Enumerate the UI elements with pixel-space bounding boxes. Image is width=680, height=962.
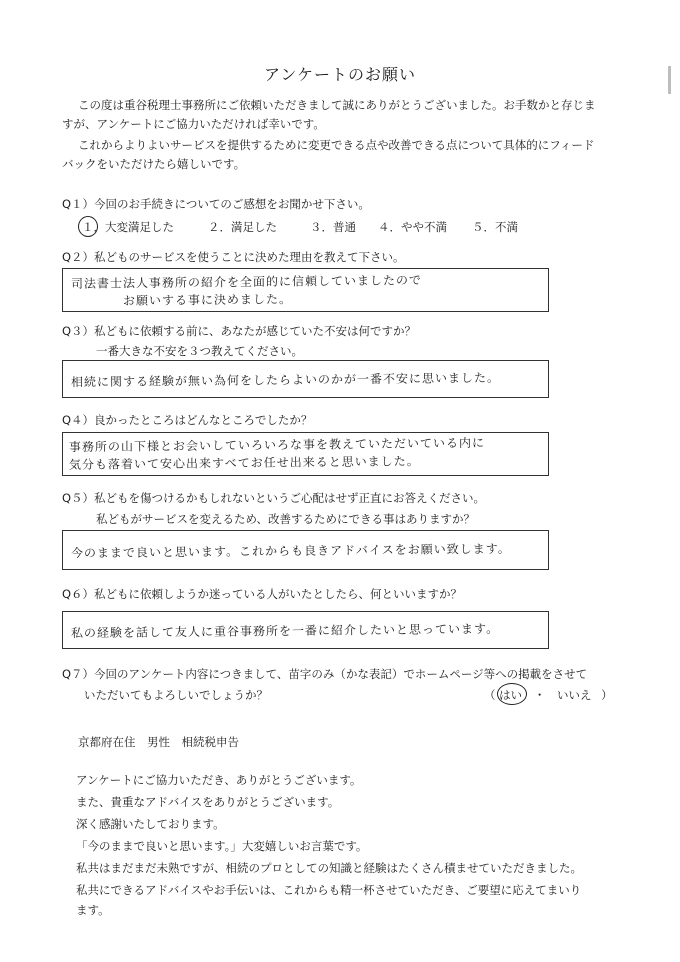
page-title: アンケートのお願い bbox=[263, 65, 417, 84]
reply-line: 深く感謝いたしております。 bbox=[76, 817, 225, 831]
selection-circle-icon bbox=[78, 216, 98, 237]
q1-option-selected[interactable]: １．大変満足した bbox=[82, 219, 174, 235]
q1-question: Q１）今回のお手続きについてのご感想をお聞かせ下さい。 bbox=[62, 197, 370, 211]
q3-question: Q３）私どもに依頼する前に、あなたが感じていた不安は何ですか？ bbox=[62, 324, 417, 338]
q2-answer-line: 司法書士法人事務所の紹介を全面的に信頼していましたので bbox=[70, 273, 423, 291]
q7-question: Q７）今回のアンケート内容につきまして、苗字のみ（かな表記）でホームページ等への掲載をさせて bbox=[62, 667, 588, 681]
q4-answer-box bbox=[62, 432, 549, 476]
q1-option[interactable]: ４．やや不満 bbox=[378, 220, 447, 234]
q4-question: Q４）良かったところはどんなところでしたか？ bbox=[62, 413, 313, 427]
q7-question-line2: いただいてもよろしいでしょうか？ bbox=[84, 688, 268, 702]
q2-answer-line: お願いする事に決めました。 bbox=[122, 292, 293, 308]
intro-line: すが、アンケートにご協力いただければ幸いです。 bbox=[62, 117, 325, 131]
reply-line: 「今のままで良いと思います。」大変嬉しいお言葉です。 bbox=[76, 839, 368, 853]
q6-answer: 私の経験を話して友人に重谷事務所を一番に紹介したいと思っています。 bbox=[70, 621, 500, 641]
q6-answer-box bbox=[62, 611, 549, 649]
reply-line: ます。 bbox=[76, 903, 110, 917]
selection-circle-icon bbox=[497, 683, 527, 705]
q5-question-line2: 私どもがサービスを変えるため、改善するためにできる事はありますか？ bbox=[96, 512, 476, 526]
intro-line: この度は重谷税理士事務所にご依頼いただきまして誠にありがとうございました。お手数かと存じま bbox=[78, 98, 596, 112]
reply-line: また、貴重なアドバイスをありがとうございます。 bbox=[76, 795, 340, 809]
q7-consent-choice: （ はい ・ いいえ ） bbox=[484, 687, 613, 703]
q5-answer-box bbox=[62, 530, 549, 570]
q4-answer-line: 気分も落着いて安心出来すべてお任せ出来ると思いました。 bbox=[68, 454, 420, 472]
q5-question: Q５）私どもを傷つけるかもしれないというご心配はせず正直にお答えください。 bbox=[62, 491, 486, 505]
reply-line: 私共にできるアドバイスやお手伝いは、これからも精一杯させていただき、ご要望に応えてまいり bbox=[76, 883, 582, 897]
q3-answer-box bbox=[62, 360, 549, 398]
q1-option[interactable]: ５．不満 bbox=[472, 220, 518, 234]
q3-question-line2: 一番大きな不安を３つ教えてください。 bbox=[96, 344, 303, 358]
q7-option-yes[interactable]: はい bbox=[499, 688, 523, 702]
respondent-info: 京都府在住 男性 相続税申告 bbox=[78, 735, 239, 749]
q2-answer-box bbox=[62, 268, 549, 312]
q1-option[interactable]: ３．普通 bbox=[310, 220, 356, 234]
q1-options bbox=[82, 219, 582, 237]
q4-answer-line: 事務所の山下様とお会いしていろいろな事を教えていただいている内に bbox=[68, 435, 486, 455]
reply-line: アンケートにご協力いただき、ありがとうございます。 bbox=[76, 773, 362, 787]
q1-option[interactable]: ２．満足した bbox=[208, 220, 277, 234]
q7-option-no[interactable]: いいえ bbox=[556, 688, 592, 702]
q2-question: Q２）私どものサービスを使うことに決めた理由を教えて下さい。 bbox=[62, 250, 405, 264]
q5-answer: 今のままで良いと思います。これからも良きアドバイスをお願い致します。 bbox=[70, 541, 511, 561]
intro-line: これからよりよいサービスを提供するために変更できる点や改善できる点について具体的にフィード bbox=[78, 138, 595, 152]
intro-line: バックをいただけたら嬉しいです。 bbox=[62, 157, 246, 171]
q6-question: Q６）私どもに依頼しようか迷っている人がいたとしたら、何といいますか？ bbox=[62, 587, 463, 601]
q3-answer: 相続に関する経験が無い為何をしたらよいのかが一番不安に思いました。 bbox=[70, 370, 501, 390]
reply-line: 私共はまだまだ未熟ですが、相続のプロとしての知識と経験はたくさん積ませていただきました。 bbox=[76, 861, 582, 875]
